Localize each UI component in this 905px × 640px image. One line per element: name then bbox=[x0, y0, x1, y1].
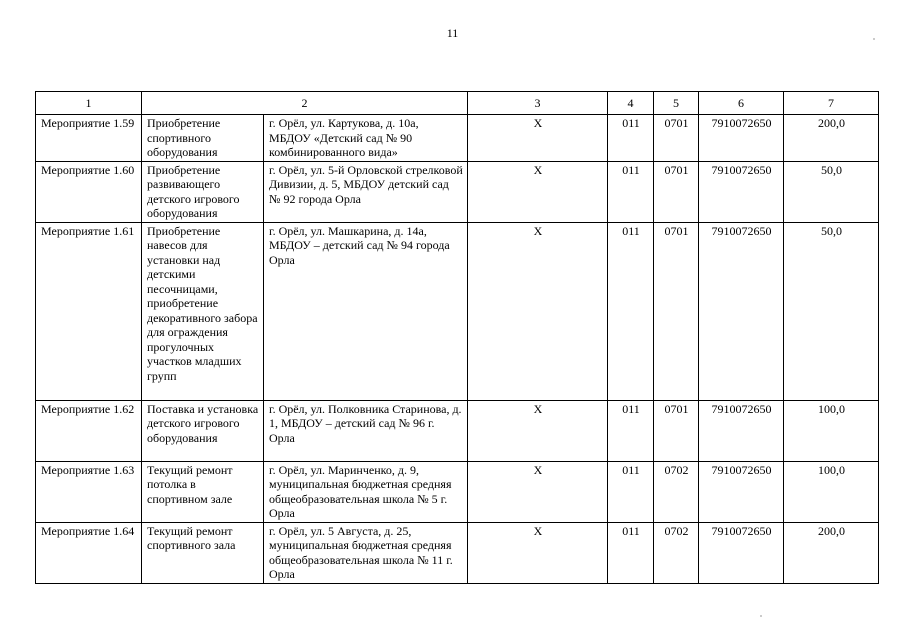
table-header-row bbox=[36, 92, 879, 115]
col6-cell: 7910072650 bbox=[699, 461, 784, 522]
address-cell: г. Орёл, ул. Полковника Старинова, д. 1, МБДОУ – детский сад № 96 г. Орла bbox=[264, 400, 468, 461]
amount-cell: 50,0 bbox=[784, 222, 879, 400]
page-number: 11 bbox=[446, 26, 459, 40]
col5-cell: 0701 bbox=[654, 222, 699, 400]
amount-cell: 200,0 bbox=[784, 522, 879, 583]
address-cell: г. Орёл, ул. Картукова, д. 10а, МБДОУ «Детский сад № 90 комбинированного вида» bbox=[264, 115, 468, 162]
header-cell: 5 bbox=[654, 92, 699, 115]
col3-cell: Х bbox=[468, 115, 608, 162]
col6-cell: 7910072650 bbox=[699, 522, 784, 583]
amount-cell: 200,0 bbox=[784, 115, 879, 162]
amount-cell: 100,0 bbox=[784, 400, 879, 461]
header-cell: 1 bbox=[36, 92, 142, 115]
header-cell: 7 bbox=[784, 92, 879, 115]
event-name-cell: Приобретение навесов для установки над детскими песочницами, приобретение декоративного забора для ограждения прогулочных участков младших групп bbox=[142, 222, 264, 400]
event-name-cell: Приобретение развивающего детского игрового оборудования bbox=[142, 161, 264, 222]
col4-cell: 011 bbox=[608, 400, 654, 461]
address-cell: г. Орёл, ул. 5 Августа, д. 25, муниципальная бюджетная средняя общеобразовательная школа № 11 г. Орла bbox=[264, 522, 468, 583]
col6-cell: 7910072650 bbox=[699, 115, 784, 162]
col3-cell: Х bbox=[468, 461, 608, 522]
col3-cell: Х bbox=[468, 400, 608, 461]
event-name-cell: Поставка и установка детского игрового оборудования bbox=[142, 400, 264, 461]
col6-cell: 7910072650 bbox=[699, 161, 784, 222]
table-row bbox=[36, 522, 879, 583]
col4-cell: 011 bbox=[608, 522, 654, 583]
event-name-cell: Приобретение спортивного оборудования bbox=[142, 115, 264, 162]
table-row bbox=[36, 461, 879, 522]
event-name-cell: Текущий ремонт потолка в спортивном зале bbox=[142, 461, 264, 522]
col5-cell: 0701 bbox=[654, 400, 699, 461]
col5-cell: 0702 bbox=[654, 461, 699, 522]
table-row bbox=[36, 222, 879, 400]
event-id-cell: Мероприятие 1.60 bbox=[36, 161, 142, 222]
col5-cell: 0701 bbox=[654, 161, 699, 222]
budget-table bbox=[35, 91, 879, 584]
header-cell: 3 bbox=[468, 92, 608, 115]
table-row bbox=[36, 161, 879, 222]
header-cell: 4 bbox=[608, 92, 654, 115]
col6-cell: 7910072650 bbox=[699, 400, 784, 461]
col4-cell: 011 bbox=[608, 115, 654, 162]
amount-cell: 100,0 bbox=[784, 461, 879, 522]
event-id-cell: Мероприятие 1.62 bbox=[36, 400, 142, 461]
event-id-cell: Мероприятие 1.63 bbox=[36, 461, 142, 522]
address-cell: г. Орёл, ул. 5-й Орловской стрелковой Дивизии, д. 5, МБДОУ детский сад № 92 города Орла bbox=[264, 161, 468, 222]
address-cell: г. Орёл, ул. Маринченко, д. 9, муниципальная бюджетная средняя общеобразовательная школа № 5 г. Орла bbox=[264, 461, 468, 522]
col5-cell: 0701 bbox=[654, 115, 699, 162]
col4-cell: 011 bbox=[608, 461, 654, 522]
table-row bbox=[36, 400, 879, 461]
col5-cell: 0702 bbox=[654, 522, 699, 583]
col3-cell: Х bbox=[468, 222, 608, 400]
event-name-cell: Текущий ремонт спортивного зала bbox=[142, 522, 264, 583]
event-id-cell: Мероприятие 1.64 bbox=[36, 522, 142, 583]
col4-cell: 011 bbox=[608, 161, 654, 222]
amount-cell: 50,0 bbox=[784, 161, 879, 222]
address-cell: г. Орёл, ул. Машкарина, д. 14а, МБДОУ – детский сад № 94 города Орла bbox=[264, 222, 468, 400]
col6-cell: 7910072650 bbox=[699, 222, 784, 400]
col4-cell: 011 bbox=[608, 222, 654, 400]
col3-cell: Х bbox=[468, 522, 608, 583]
scan-speck bbox=[760, 615, 762, 617]
event-id-cell: Мероприятие 1.61 bbox=[36, 222, 142, 400]
event-id-cell: Мероприятие 1.59 bbox=[36, 115, 142, 162]
scan-speck bbox=[873, 38, 875, 40]
header-cell: 6 bbox=[699, 92, 784, 115]
header-cell: 2 bbox=[142, 92, 468, 115]
col3-cell: Х bbox=[468, 161, 608, 222]
table-row bbox=[36, 115, 879, 162]
